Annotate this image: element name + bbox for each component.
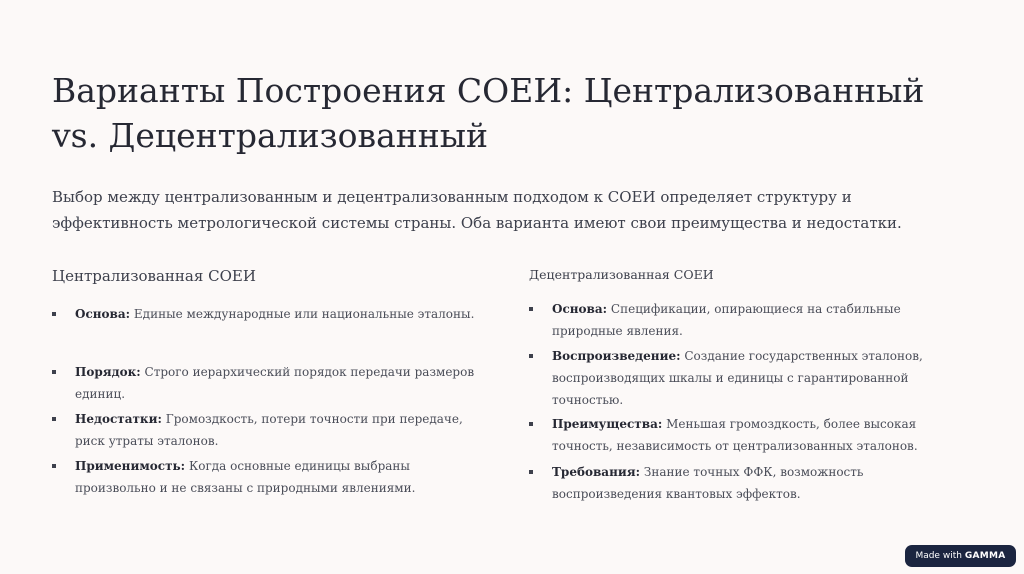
item-text: [552, 298, 969, 342]
item-description: Спецификации, опирающиеся на стабильные природные явления.: [552, 302, 901, 338]
item-description: Когда основные единицы выбраны произвольно и не связаны с природными явлениями.: [75, 459, 416, 495]
bullet-icon: [52, 464, 56, 468]
right-list-item-advantages: [529, 413, 969, 457]
bullet-icon: [529, 354, 533, 358]
badge-prefix: Made with: [915, 551, 962, 561]
left-list-item-order: [52, 361, 492, 405]
item-text: [552, 461, 969, 505]
bullet-icon: [529, 470, 533, 474]
left-list-item-drawbacks: [52, 408, 492, 452]
right-list-item-basis: [529, 298, 969, 342]
left-list-item-applicability: [52, 455, 492, 499]
item-label: Преимущества:: [552, 417, 663, 431]
item-description: Громоздкость, потери точности при передаче, риск утраты эталонов.: [75, 412, 463, 448]
right-list-item-requirements: [529, 461, 969, 505]
bullet-icon: [529, 422, 533, 426]
item-description: Создание государственных эталонов, воспроизводящих шкалы и единицы с гарантированной точностью.: [552, 349, 923, 407]
item-description: Меньшая громоздкость, более высокая точность, независимость от централизованных эталонов.: [552, 417, 918, 453]
bullet-icon: [529, 307, 533, 311]
right-list-item-reproduction: [529, 345, 969, 411]
item-label: Применимость:: [75, 459, 186, 473]
item-description: Единые международные или национальные эталоны.: [133, 307, 475, 321]
page-title: Варианты Построения СОЕИ: Централизованный vs. Децентрализованный: [52, 71, 925, 155]
item-text: [75, 361, 492, 405]
bullet-icon: [52, 417, 56, 421]
item-label: Воспроизведение:: [552, 349, 681, 363]
item-text: [552, 345, 969, 411]
item-label: Недостатки:: [75, 412, 162, 426]
item-text: [75, 303, 492, 325]
decentralized-heading: Децентрализованная СОЕИ: [529, 267, 714, 282]
bullet-icon: [52, 312, 56, 316]
intro-paragraph: Выбор между централизованным и децентрализованным подходом к СОЕИ определяет структуру и эффективность метрологической системы страны. Оба варианта имеют свои преимущества и недостатки.: [52, 188, 902, 232]
item-label: Требования:: [552, 465, 641, 479]
centralized-heading: Централизованная СОЕИ: [52, 267, 256, 285]
left-list-item-basis: [52, 303, 492, 325]
item-label: Основа:: [552, 302, 608, 316]
bullet-icon: [52, 370, 56, 374]
item-label: Порядок:: [75, 365, 141, 379]
item-text: [75, 455, 492, 499]
item-description: Знание точных ФФК, возможность воспроизведения квантовых эффектов.: [552, 465, 864, 501]
item-text: [552, 413, 969, 457]
item-text: [75, 408, 492, 452]
item-description: Строго иерархический порядок передачи размеров единиц.: [75, 365, 475, 401]
made-with-gamma-badge[interactable]: [905, 545, 1016, 567]
gamma-logo-text: GAMMA: [964, 551, 1006, 561]
item-label: Основа:: [75, 307, 131, 321]
